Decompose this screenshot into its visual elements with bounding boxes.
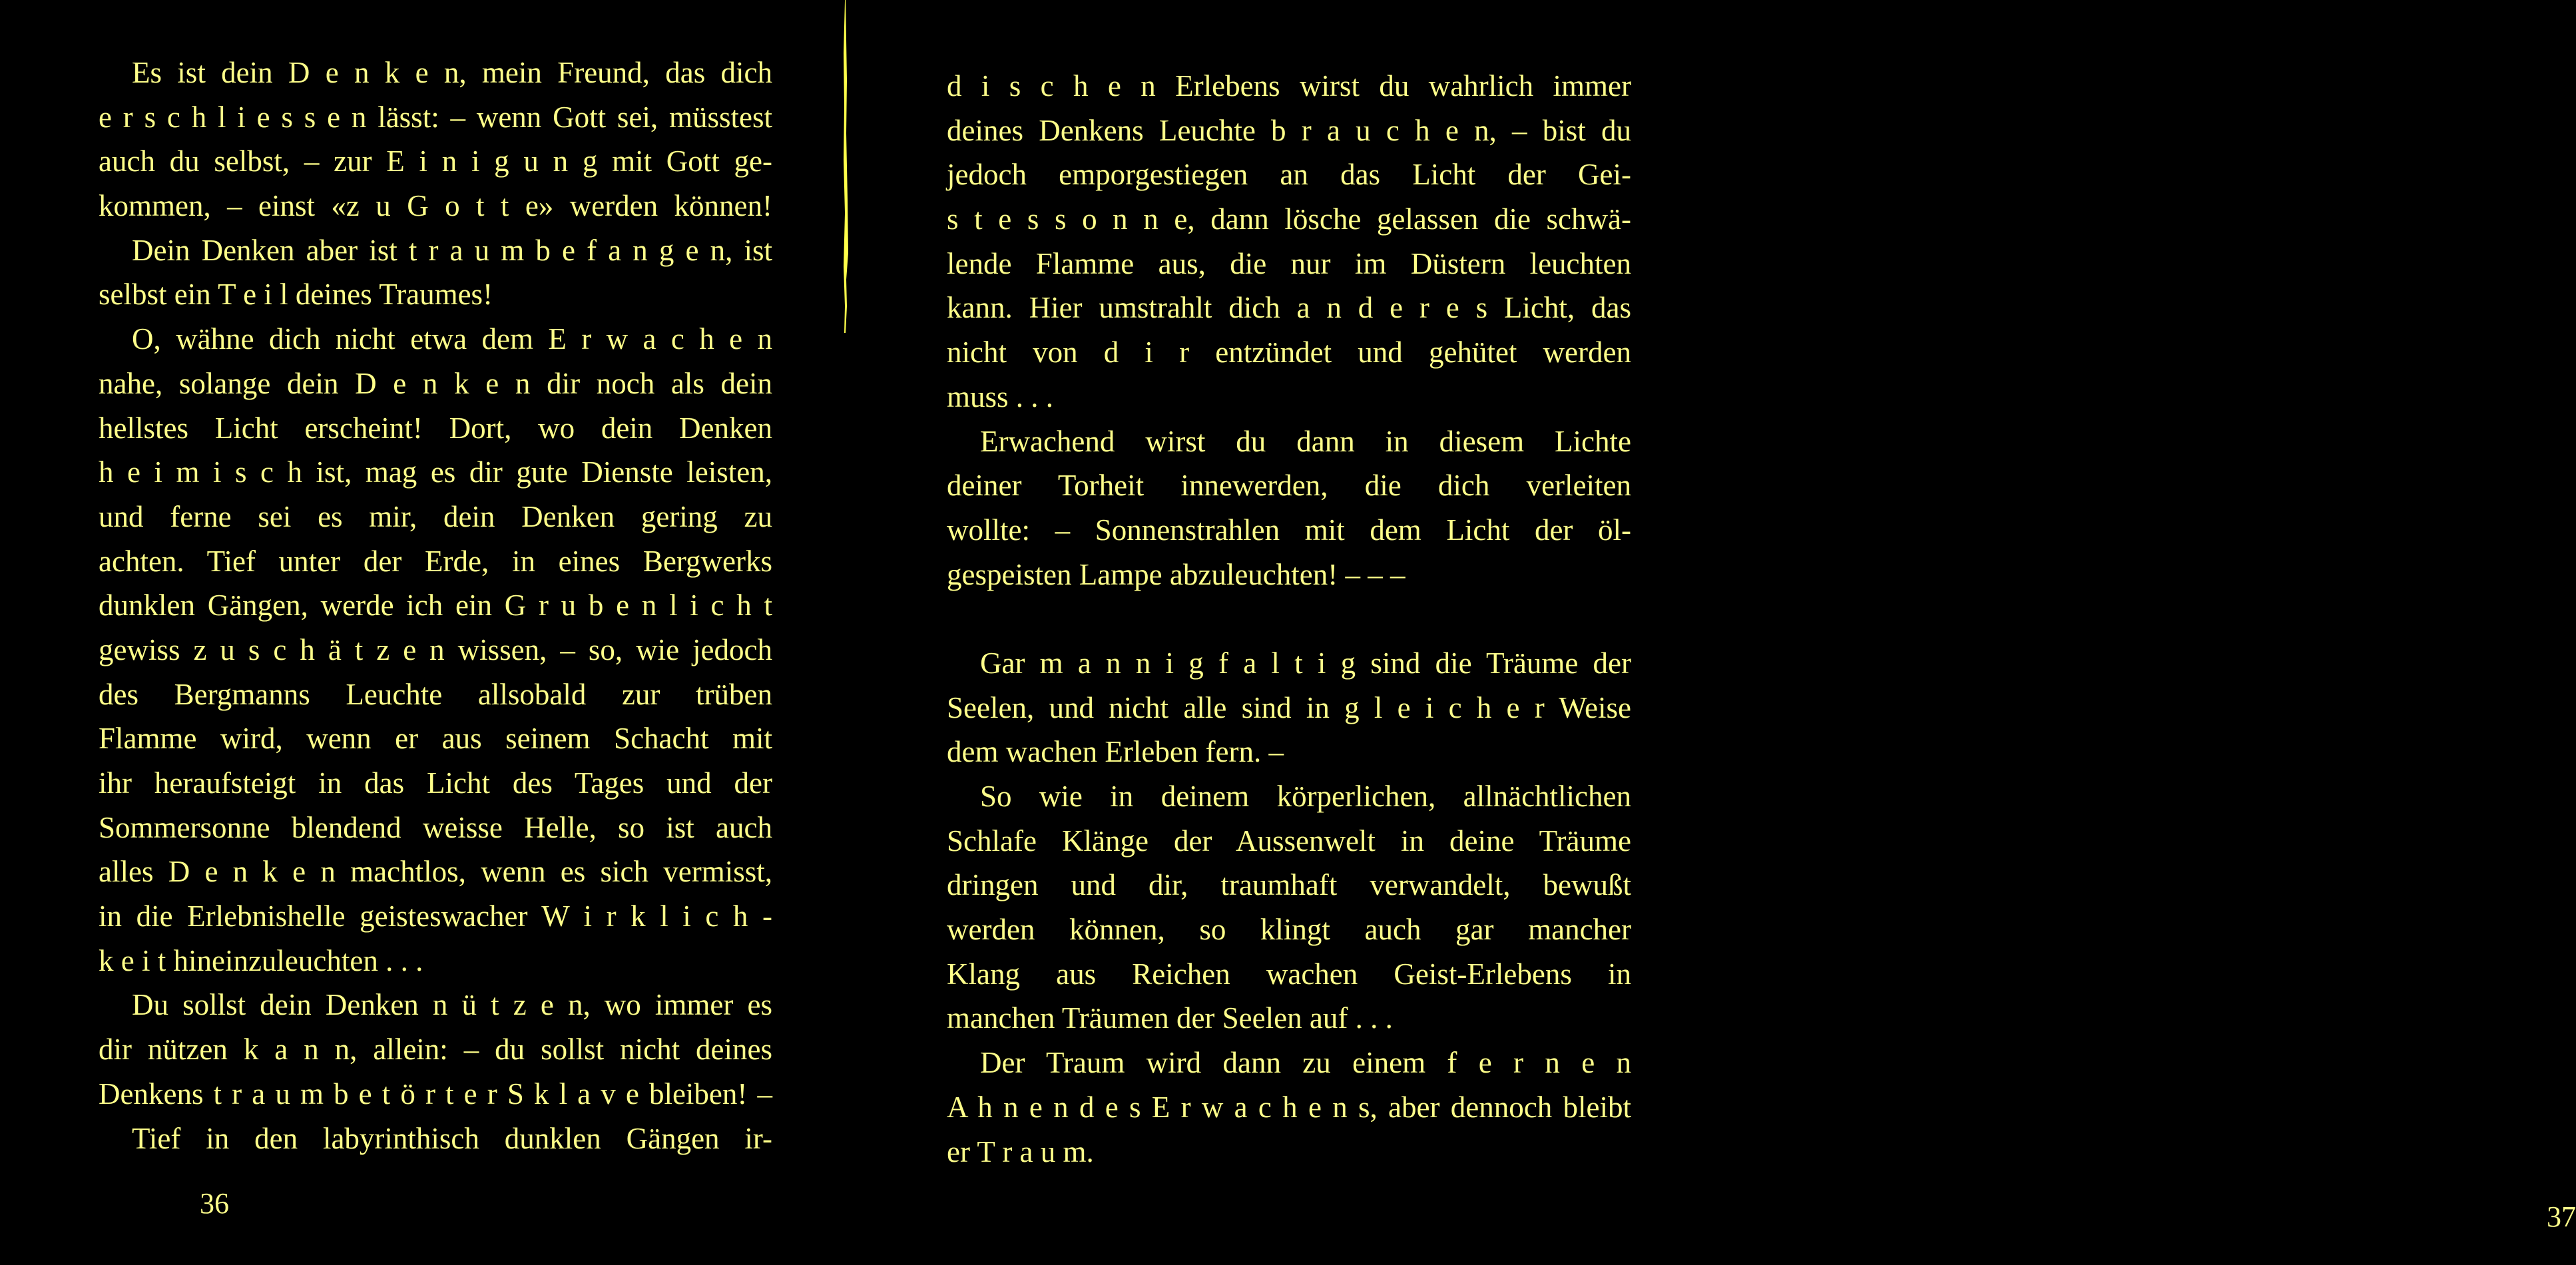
text-line: gewiss z u s c h ä t z e n wissen, – so, wie jedoch — [99, 632, 772, 666]
text-line: achten. Tief unter der Erde, in eines Bergwerks — [99, 544, 772, 578]
text-line: Du sollst dein Denken n ü t z e n, wo immer es — [132, 988, 772, 1022]
text-line: nahe, solange dein D e n k e n dir noch als dein — [99, 366, 772, 400]
text-line: d i s c h e n Erlebens wirst du wahrlich immer — [947, 69, 1631, 103]
text-line: So wie in deinem körperlichen, allnächtlichen — [980, 780, 1631, 813]
text-line: dringen und dir, traumhaft verwandelt, bewußt — [947, 868, 1631, 902]
text-line: k e i t hineinzuleuchten . . . — [99, 943, 423, 977]
text-line: er T r a u m. — [947, 1135, 1094, 1168]
text-line: Es ist dein D e n k e n, mein Freund, das dich — [132, 56, 772, 89]
section-gap — [947, 597, 1631, 641]
gutter-mark — [840, 0, 850, 333]
text-line: O, wähne dich nicht etwa dem E r w a c h e n — [132, 322, 772, 356]
text-line: Klang aus Reichen wachen Geist-Erlebens in — [947, 957, 1631, 991]
text-line: Der Traum wird dann zu einem f e r n e n — [980, 1046, 1631, 1080]
text-line: A h n e n d e s E r w a c h e n s, aber dennoch bleibt — [947, 1090, 1631, 1124]
text-line: gespeisten Lampe abzuleuchten! – – – — [947, 557, 1406, 591]
text-line: manchen Träumen der Seelen auf . . . — [947, 1001, 1393, 1035]
text-line: auch du selbst, – zur E i n i g u n g mit Gott ge- — [99, 144, 772, 178]
text-line: wollte: – Sonnenstrahlen mit dem Licht der öl- — [947, 513, 1631, 547]
text-line: Erwachend wirst du dann in diesem Lichte — [980, 424, 1631, 458]
right-page-text — [947, 64, 1631, 1174]
text-line: Gar m a n n i g f a l t i g sind die Träume der — [980, 646, 1631, 680]
text-line: des Bergmanns Leuchte allsobald zur trüben — [99, 677, 772, 711]
text-line: deines Denkens Leuchte b r a u c h e n, – bist du — [947, 113, 1631, 147]
text-line: dunklen Gängen, werde ich ein G r u b e n l i c h t — [99, 589, 772, 623]
text-line: lende Flamme aus, die nur im Düstern leuchten — [947, 246, 1631, 280]
text-line: werden können, so klingt auch gar mancher — [947, 913, 1631, 947]
text-line: Sommersonne blendend weisse Helle, so ist auch — [99, 810, 772, 844]
text-line: selbst ein T e i l deines Traumes! — [99, 278, 493, 312]
text-line: hellstes Licht erscheint! Dort, wo dein Denken — [99, 411, 772, 445]
page-number-right: 37 — [2547, 1200, 2576, 1233]
text-line: jedoch emporgestiegen an das Licht der Gei- — [947, 158, 1631, 192]
text-line: Schlafe Klänge der Aussenwelt in deine Träume — [947, 824, 1631, 858]
text-line: und ferne sei es mir, dein Denken gering zu — [99, 499, 772, 533]
left-page-text — [99, 51, 772, 1160]
text-line: h e i m i s c h ist, mag es dir gute Dienste leisten, — [99, 455, 772, 489]
text-line: in die Erlebnishelle geisteswacher W i r k l i c h - — [99, 899, 772, 933]
text-line: Flamme wird, wenn er aus seinem Schacht mit — [99, 722, 772, 756]
text-line: Seelen, und nicht alle sind in g l e i c h e r Weise — [947, 690, 1631, 724]
text-line: ihr heraufsteigt in das Licht des Tages und der — [99, 766, 772, 800]
text-line: s t e s s o n n e, dann lösche gelassen die schwä- — [947, 202, 1631, 236]
text-line: e r s c h l i e s s e n lässt: – wenn Gott sei, müsstest — [99, 100, 772, 134]
text-line: deiner Torheit innewerden, die dich verleiten — [947, 469, 1631, 503]
text-line: nicht von d i r entzündet und gehütet werden — [947, 336, 1631, 370]
text-line: Dein Denken aber ist t r a u m b e f a n g e n, ist — [132, 233, 772, 267]
text-line: dem wachen Erleben fern. – — [947, 735, 1284, 769]
text-line: kann. Hier umstrahlt dich a n d e r e s Licht, das — [947, 291, 1631, 325]
page-number-left: 36 — [200, 1187, 229, 1220]
text-line: dir nützen k a n n, allein: – du sollst nicht deines — [99, 1033, 772, 1067]
text-line: kommen, – einst «z u G o t t e» werden können! — [99, 189, 772, 223]
text-line: Denkens t r a u m b e t ö r t e r S k l a v e bleiben! – — [99, 1077, 772, 1111]
text-line: alles D e n k e n machtlos, wenn es sich vermisst, — [99, 855, 772, 889]
text-line: Tief in den labyrinthisch dunklen Gängen ir- — [132, 1121, 772, 1155]
text-line: muss . . . — [947, 380, 1054, 413]
